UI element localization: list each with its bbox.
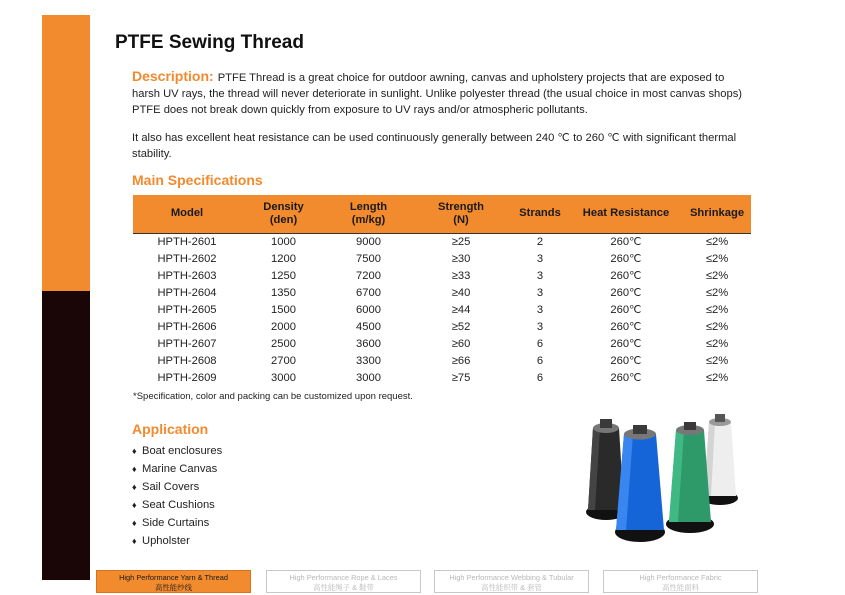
cell-strands: 2 xyxy=(536,235,544,248)
spool-green xyxy=(666,422,714,533)
diamond-bullet-icon: ♦ xyxy=(132,464,137,475)
cell-heat: 260℃ xyxy=(610,338,642,351)
list-item xyxy=(132,460,222,478)
list-item-label: Seat Cushions xyxy=(142,499,215,512)
cell-length: 6700 xyxy=(356,286,381,299)
table-row xyxy=(133,336,751,353)
diamond-bullet-icon: ♦ xyxy=(132,482,137,493)
header-shrinkage: Shrinkage xyxy=(683,195,751,233)
cell-model: HPTH-2609 xyxy=(157,372,217,385)
application-list xyxy=(132,442,222,551)
cell-model: HPTH-2607 xyxy=(157,338,217,351)
cell-model: HPTH-2601 xyxy=(157,235,217,248)
cell-strength: ≥30 xyxy=(451,252,471,265)
header-heat-resistance: Heat Resistance xyxy=(569,195,683,233)
cell-density: 1000 xyxy=(271,235,296,248)
cell-strands: 6 xyxy=(536,372,544,385)
cell-shrinkage: ≤2% xyxy=(705,269,729,282)
cell-length: 9000 xyxy=(356,235,381,248)
header-length xyxy=(326,195,411,233)
cell-shrinkage: ≤2% xyxy=(705,252,729,265)
description-label: Description: xyxy=(132,68,214,84)
cell-strands: 3 xyxy=(536,320,544,333)
cell-length: 4500 xyxy=(356,320,381,333)
cell-model: HPTH-2603 xyxy=(157,269,217,282)
footer-tab-rope-laces-en: High Performance Rope & Laces xyxy=(289,573,398,582)
cell-shrinkage: ≤2% xyxy=(705,303,729,316)
footer-tab-yarn-thread[interactable] xyxy=(96,570,251,593)
list-item-label: Marine Canvas xyxy=(142,463,218,476)
diamond-bullet-icon: ♦ xyxy=(132,536,137,547)
diamond-bullet-icon: ♦ xyxy=(132,446,137,456)
cell-shrinkage: ≤2% xyxy=(705,286,729,299)
header-density xyxy=(241,195,326,233)
footer-tab-yarn-thread-zh: 高性能纱线 xyxy=(155,582,192,592)
cell-model: HPTH-2604 xyxy=(157,286,217,299)
cell-density: 1350 xyxy=(271,286,296,299)
header-strength-label: Strength xyxy=(438,200,484,213)
table-row xyxy=(133,302,751,319)
header-length-unit: (m/kg) xyxy=(351,213,386,226)
table-row xyxy=(133,268,751,285)
specifications-heading: Main Specifications xyxy=(132,172,263,188)
cell-shrinkage: ≤2% xyxy=(705,235,729,248)
cell-strands: 6 xyxy=(536,338,544,351)
table-row xyxy=(133,285,751,302)
thread-spools-image xyxy=(582,408,742,548)
cell-model: HPTH-2602 xyxy=(157,252,217,265)
cell-strength: ≥40 xyxy=(451,286,471,299)
footer-tab-yarn-thread-en: High Performance Yarn & Thread xyxy=(119,573,228,582)
cell-density: 2000 xyxy=(271,320,296,333)
cell-shrinkage: ≤2% xyxy=(705,338,729,351)
header-density-label: Density xyxy=(263,200,304,213)
table-row xyxy=(133,233,751,251)
list-item-label: Side Curtains xyxy=(142,517,210,530)
cell-heat: 260℃ xyxy=(610,286,642,299)
header-length-label: Length xyxy=(349,200,388,213)
cell-shrinkage: ≤2% xyxy=(705,320,729,333)
cell-strands: 3 xyxy=(536,303,544,316)
heat-resistance-paragraph: It also has excellent heat resistance can be used continuously generally between 240 ℃ to 260 ℃ with significant thermal stability. xyxy=(132,132,737,160)
list-item-label: Boat enclosures xyxy=(142,445,223,457)
footer-tab-fabric-zh: 高性能面料 xyxy=(662,582,699,592)
cell-heat: 260℃ xyxy=(610,355,642,368)
footer-tab-rope-laces-zh: 高性能绳子 & 鞋带 xyxy=(313,582,374,592)
description-text: PTFE Thread is a great choice for outdoor awning, canvas and upholstery projects that are exposed to harsh UV rays, the thread will never deteriorate in sunlight. Unlike polyester thread (the usual choice in most canvas shops) PTFE does not break down quickly from exposure to UV rays and/or atmospheric pollutants. xyxy=(132,72,743,116)
cell-length: 6000 xyxy=(356,303,381,316)
cell-strength: ≥44 xyxy=(451,303,471,316)
cell-heat: 260℃ xyxy=(610,252,642,265)
cell-strength: ≥25 xyxy=(451,235,471,248)
list-item xyxy=(132,514,222,532)
sidebar-accent-dark xyxy=(42,291,90,580)
footer-tab-fabric-en: High Performance Fabric xyxy=(639,573,722,582)
table-row xyxy=(133,353,751,370)
cell-shrinkage: ≤2% xyxy=(705,372,729,385)
diamond-bullet-icon: ♦ xyxy=(132,518,137,529)
cell-length: 7200 xyxy=(356,269,381,282)
cell-strands: 3 xyxy=(536,269,544,282)
cell-density: 1250 xyxy=(271,269,296,282)
cell-model: HPTH-2605 xyxy=(157,303,217,316)
header-strands: Strands xyxy=(511,195,569,233)
sidebar-accent-orange xyxy=(42,15,90,291)
cell-strength: ≥60 xyxy=(451,338,471,351)
cell-shrinkage: ≤2% xyxy=(705,355,729,368)
footer-tab-fabric[interactable] xyxy=(603,570,758,593)
cell-model: HPTH-2608 xyxy=(157,355,217,368)
cell-heat: 260℃ xyxy=(610,269,642,282)
cell-length: 7500 xyxy=(356,252,381,265)
header-density-unit: (den) xyxy=(269,213,298,226)
cell-length: 3300 xyxy=(356,355,381,368)
header-strength xyxy=(411,195,511,233)
specifications-table xyxy=(133,195,751,387)
cell-strands: 6 xyxy=(536,355,544,368)
table-row xyxy=(133,319,751,336)
cell-density: 2500 xyxy=(271,338,296,351)
list-item xyxy=(132,532,222,550)
footer-tab-rope-laces[interactable] xyxy=(266,570,421,593)
spool-blue xyxy=(615,425,665,542)
cell-heat: 260℃ xyxy=(610,320,642,333)
cell-strength: ≥52 xyxy=(451,320,471,333)
list-item-label: Upholster xyxy=(142,535,190,548)
diamond-bullet-icon: ♦ xyxy=(132,500,137,511)
cell-length: 3000 xyxy=(356,372,381,385)
cell-density: 2700 xyxy=(271,355,296,368)
footer-tab-webbing-tubular-en: High Performance Webbing & Tubular xyxy=(449,573,574,582)
list-item xyxy=(132,442,222,460)
footer-tab-webbing-tubular[interactable] xyxy=(434,570,589,593)
cell-density: 1500 xyxy=(271,303,296,316)
application-heading: Application xyxy=(132,421,209,437)
cell-length: 3600 xyxy=(356,338,381,351)
header-strength-unit: (N) xyxy=(453,213,469,226)
cell-density: 1200 xyxy=(271,252,296,265)
table-header xyxy=(133,195,751,233)
list-item xyxy=(132,496,222,514)
cell-strength: ≥66 xyxy=(451,355,471,368)
cell-heat: 260℃ xyxy=(610,235,642,248)
footer-tab-webbing-tubular-zh: 高性能织带 & 套管 xyxy=(481,582,542,592)
page-title: PTFE Sewing Thread xyxy=(115,32,304,53)
cell-heat: 260℃ xyxy=(610,303,642,316)
cell-strength: ≥75 xyxy=(451,372,471,385)
table-row xyxy=(133,251,751,268)
specifications-footnote: *Specification, color and packing can be customized upon request. xyxy=(133,391,413,402)
description-paragraph xyxy=(132,68,752,118)
list-item-label: Sail Covers xyxy=(142,481,200,494)
list-item xyxy=(132,478,222,496)
cell-model: HPTH-2606 xyxy=(157,320,217,333)
cell-strands: 3 xyxy=(536,286,544,299)
cell-density: 3000 xyxy=(271,372,296,385)
cell-strength: ≥33 xyxy=(451,269,471,282)
cell-strands: 3 xyxy=(536,252,544,265)
table-row xyxy=(133,370,751,387)
cell-heat: 260℃ xyxy=(610,372,642,385)
table-body xyxy=(133,233,751,387)
header-model: Model xyxy=(133,195,241,233)
